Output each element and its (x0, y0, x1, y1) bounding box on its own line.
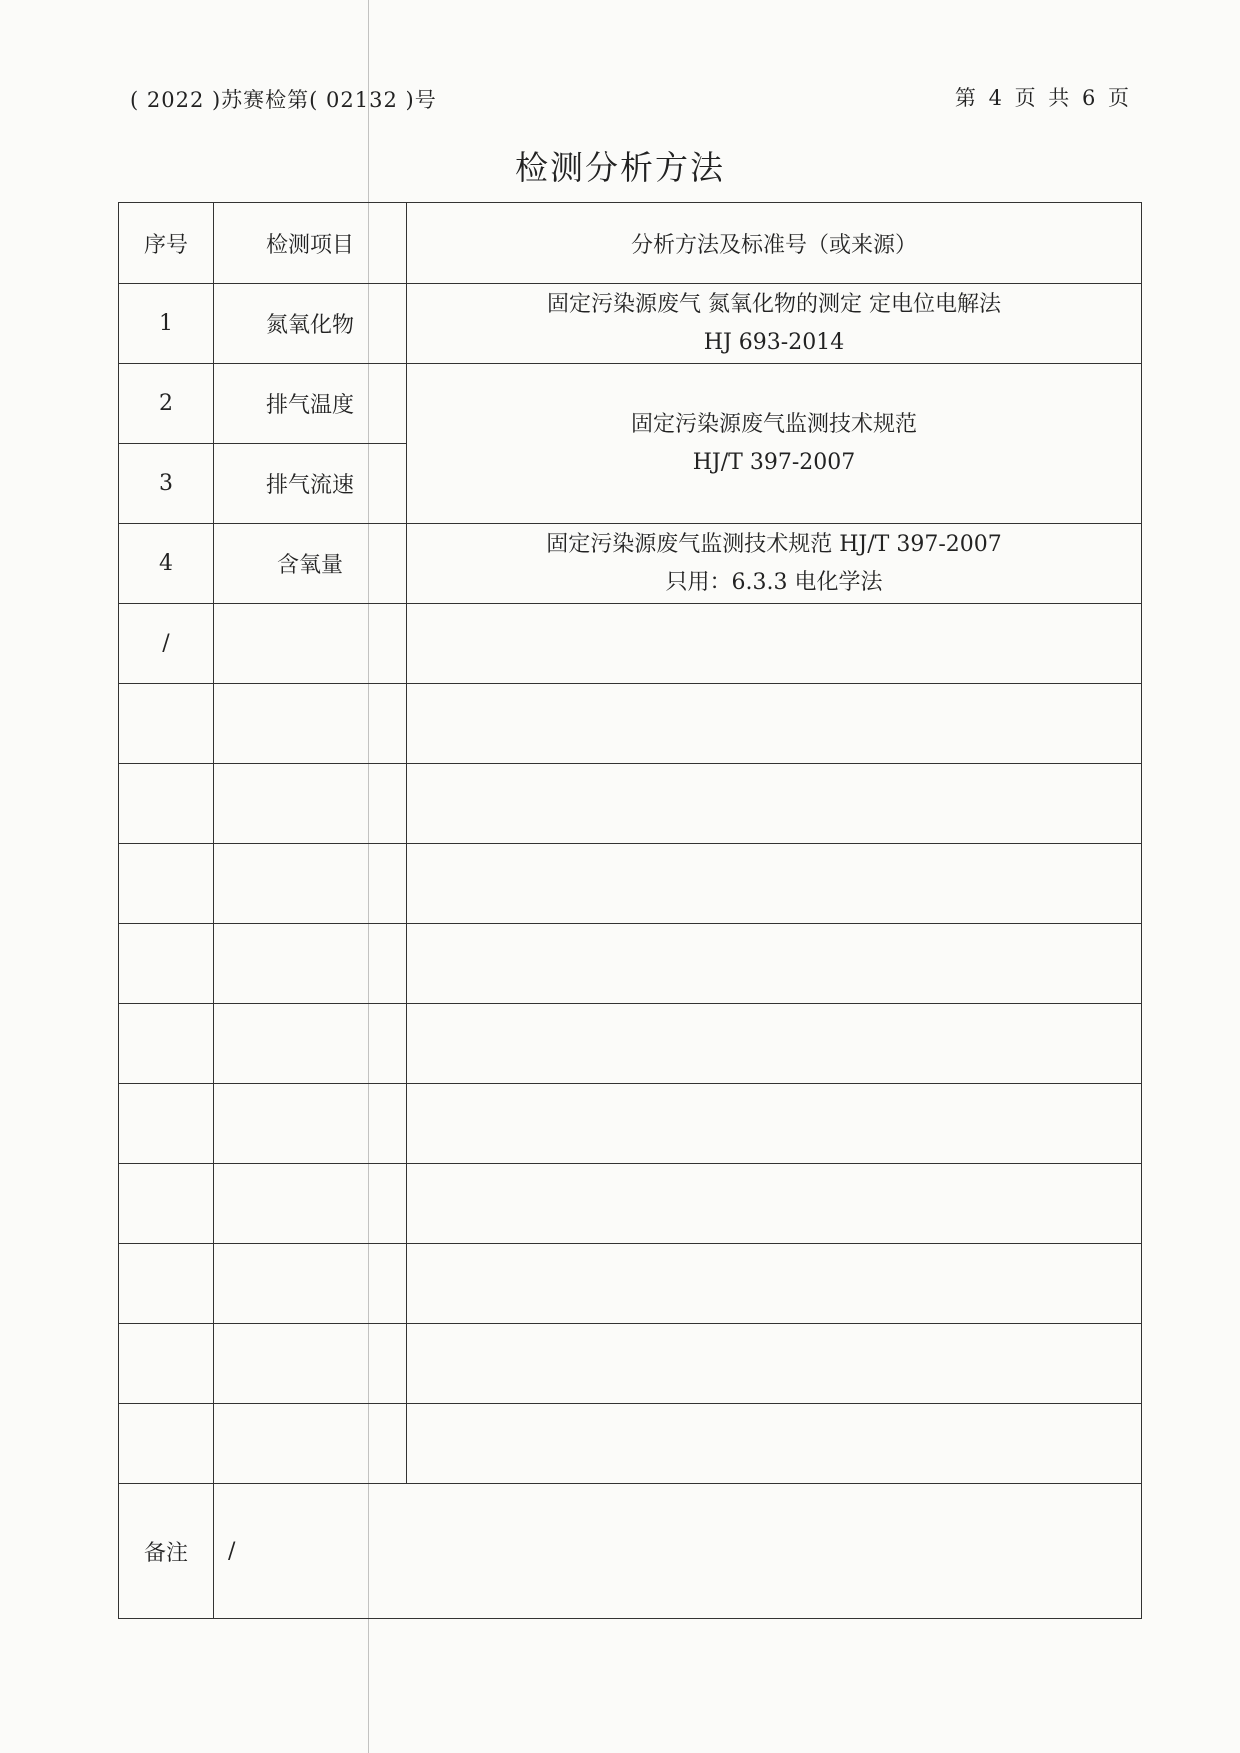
blank-cell (214, 1164, 407, 1244)
row-item (214, 604, 407, 684)
blank-cell (214, 1324, 407, 1404)
blank-cell (407, 684, 1142, 764)
row-method (407, 284, 1142, 364)
blank-cell (407, 1324, 1142, 1404)
table-row (119, 604, 1142, 684)
blank-cell (119, 764, 214, 844)
blank-cell (214, 844, 407, 924)
blank-cell (119, 1164, 214, 1244)
blank-cell (119, 924, 214, 1004)
blank-cell (214, 924, 407, 1004)
page-info: 第 4 页 共 6 页 (954, 86, 1132, 110)
table-row (119, 364, 1142, 444)
row-no: 2 (119, 364, 214, 444)
blank-cell (407, 1164, 1142, 1244)
blank-cell (214, 684, 407, 764)
row-item: 排气流速 (214, 444, 407, 524)
remark-row (119, 1484, 1142, 1619)
blank-rows (119, 684, 1142, 1484)
table-header-row (119, 203, 1142, 284)
blank-cell (119, 1004, 214, 1084)
method-text: 固定污染源废气监测技术规范 HJ/T 397-2007 (546, 531, 1002, 557)
blank-cell (407, 844, 1142, 924)
row-method (407, 604, 1142, 684)
remark-label: 备注 (119, 1484, 214, 1619)
blank-row (119, 764, 1142, 844)
row-no: / (119, 604, 214, 684)
blank-cell (407, 1084, 1142, 1164)
blank-row (119, 1404, 1142, 1484)
method-table (118, 202, 1142, 1619)
blank-row (119, 684, 1142, 764)
remark-value: / (214, 1484, 1142, 1619)
row-no: 1 (119, 284, 214, 364)
col-header-no: 序号 (119, 203, 214, 284)
blank-row (119, 844, 1142, 924)
row-no: 3 (119, 444, 214, 524)
method-text: 固定污染源废气监测技术规范 (630, 411, 917, 437)
blank-cell (214, 764, 407, 844)
blank-row (119, 1324, 1142, 1404)
row-item: 氮氧化物 (214, 284, 407, 364)
blank-cell (407, 924, 1142, 1004)
method-standard: HJ/T 397-2007 (692, 449, 856, 475)
row-method (407, 364, 1142, 524)
col-header-item: 检测项目 (214, 203, 407, 284)
blank-cell (214, 1004, 407, 1084)
method-note: 只用：6.3.3 电化学法 (665, 569, 883, 595)
row-item: 排气温度 (214, 364, 407, 444)
blank-cell (214, 1084, 407, 1164)
blank-cell (119, 1324, 214, 1404)
table-row (119, 524, 1142, 604)
blank-cell (119, 1084, 214, 1164)
blank-cell (119, 1404, 214, 1484)
blank-row (119, 1084, 1142, 1164)
blank-cell (407, 764, 1142, 844)
blank-row (119, 1004, 1142, 1084)
blank-cell (214, 1244, 407, 1324)
blank-row (119, 1164, 1142, 1244)
blank-cell (407, 1404, 1142, 1484)
page-title: 检测分析方法 (515, 148, 725, 187)
row-method (407, 524, 1142, 604)
blank-row (119, 924, 1142, 1004)
table-row (119, 284, 1142, 364)
method-text: 固定污染源废气 氮氧化物的测定 定电位电解法 (547, 291, 1001, 317)
row-no: 4 (119, 524, 214, 604)
blank-cell (119, 684, 214, 764)
blank-cell (407, 1244, 1142, 1324)
col-header-method: 分析方法及标准号（或来源） (407, 203, 1142, 284)
blank-row (119, 1244, 1142, 1324)
blank-cell (407, 1004, 1142, 1084)
blank-cell (214, 1404, 407, 1484)
blank-cell (119, 844, 214, 924)
blank-cell (119, 1244, 214, 1324)
method-standard: HJ 693-2014 (703, 329, 845, 355)
report-number: ( 2022 )苏赛检第( 02132 )号 (130, 88, 437, 112)
row-item: 含氧量 (214, 524, 407, 604)
